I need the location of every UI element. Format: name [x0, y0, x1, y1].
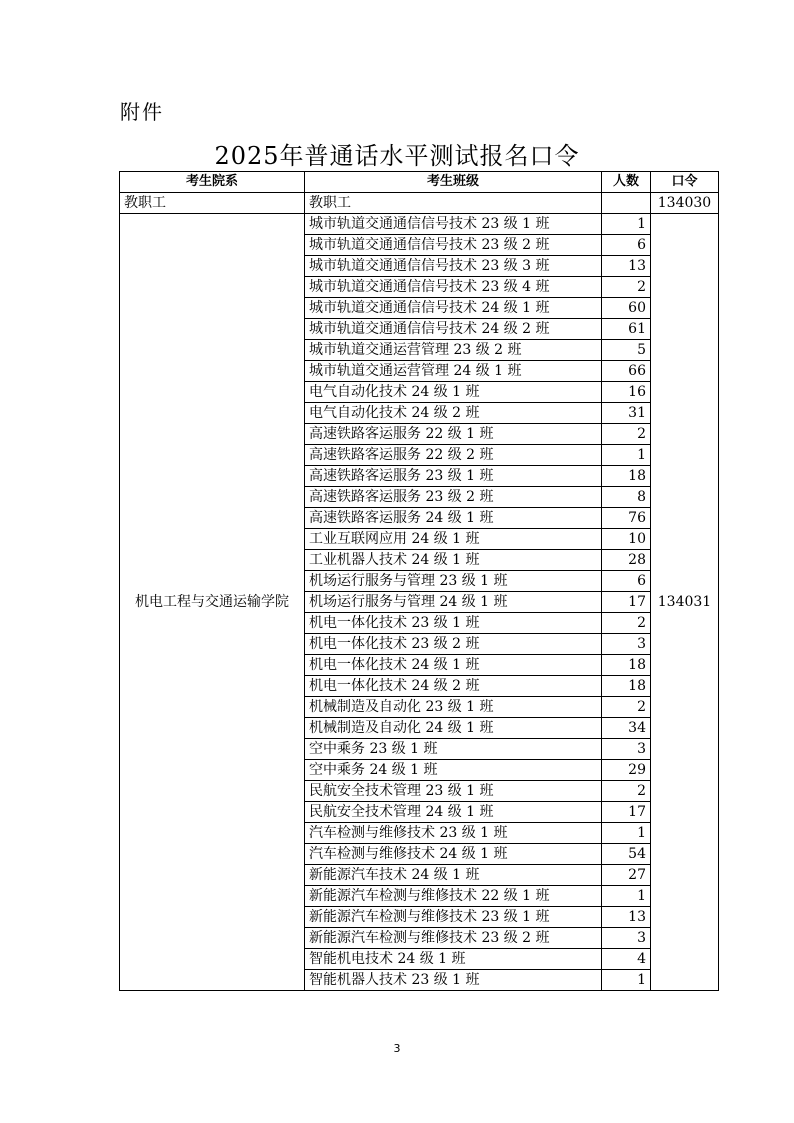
student-count: 27 [602, 865, 651, 886]
student-count: 3 [602, 928, 651, 949]
table-row [120, 214, 719, 235]
class-name: 机电一体化技术 24 级 2 班 [305, 676, 602, 697]
table-header-row [120, 172, 719, 193]
class-name: 工业机器人技术 24 级 1 班 [305, 550, 602, 571]
class-name: 工业互联网应用 24 级 1 班 [305, 529, 602, 550]
student-count: 13 [602, 256, 651, 277]
student-count: 18 [602, 655, 651, 676]
header-code: 口令 [651, 172, 719, 193]
class-name: 城市轨道交通运营管理 24 级 1 班 [305, 361, 602, 382]
class-name: 高速铁路客运服务 22 级 1 班 [305, 424, 602, 445]
class-name: 城市轨道交通运营管理 23 级 2 班 [305, 340, 602, 361]
student-count: 18 [602, 466, 651, 487]
student-count: 3 [602, 739, 651, 760]
class-name: 电气自动化技术 24 级 2 班 [305, 403, 602, 424]
class-name: 城市轨道交通通信信号技术 24 级 2 班 [305, 319, 602, 340]
class-name: 民航安全技术管理 24 级 1 班 [305, 802, 602, 823]
class-name: 空中乘务 24 级 1 班 [305, 760, 602, 781]
class-name: 电气自动化技术 24 级 1 班 [305, 382, 602, 403]
student-count: 28 [602, 550, 651, 571]
class-name: 机场运行服务与管理 24 级 1 班 [305, 592, 602, 613]
student-count: 1 [602, 823, 651, 844]
student-count: 6 [602, 571, 651, 592]
class-name: 高速铁路客运服务 23 级 2 班 [305, 487, 602, 508]
header-count: 人数 [602, 172, 651, 193]
student-count: 1 [602, 970, 651, 991]
group-code: 134031 [651, 214, 719, 991]
student-count: 17 [602, 592, 651, 613]
student-count: 60 [602, 298, 651, 319]
class-name: 机电一体化技术 23 级 1 班 [305, 613, 602, 634]
student-count: 1 [602, 886, 651, 907]
student-count: 2 [602, 424, 651, 445]
staff-class: 教职工 [305, 193, 602, 214]
class-name: 机电一体化技术 24 级 1 班 [305, 655, 602, 676]
student-count: 1 [602, 445, 651, 466]
student-count: 17 [602, 802, 651, 823]
class-name: 城市轨道交通通信信号技术 24 级 1 班 [305, 298, 602, 319]
student-count: 13 [602, 907, 651, 928]
class-name: 空中乘务 23 级 1 班 [305, 739, 602, 760]
class-name: 城市轨道交通通信信号技术 23 级 1 班 [305, 214, 602, 235]
class-name: 民航安全技术管理 23 级 1 班 [305, 781, 602, 802]
class-name: 城市轨道交通通信信号技术 23 级 4 班 [305, 277, 602, 298]
group-department: 机电工程与交通运输学院 [120, 214, 305, 991]
registration-table [119, 171, 719, 991]
student-count: 61 [602, 319, 651, 340]
page-title: 2025年普通话水平测试报名口令 [214, 142, 580, 170]
class-name: 高速铁路客运服务 24 级 1 班 [305, 508, 602, 529]
class-name: 机场运行服务与管理 23 级 1 班 [305, 571, 602, 592]
class-name: 城市轨道交通通信信号技术 23 级 2 班 [305, 235, 602, 256]
class-name: 城市轨道交通通信信号技术 23 级 3 班 [305, 256, 602, 277]
student-count: 76 [602, 508, 651, 529]
header-class: 考生班级 [305, 172, 602, 193]
student-count: 2 [602, 697, 651, 718]
student-count: 2 [602, 781, 651, 802]
table-body [120, 193, 719, 991]
class-name: 高速铁路客运服务 23 级 1 班 [305, 466, 602, 487]
staff-count [602, 193, 651, 214]
student-count: 10 [602, 529, 651, 550]
student-count: 29 [602, 760, 651, 781]
student-count: 54 [602, 844, 651, 865]
staff-code: 134030 [651, 193, 719, 214]
class-name: 汽车检测与维修技术 23 级 1 班 [305, 823, 602, 844]
staff-department: 教职工 [120, 193, 305, 214]
student-count: 18 [602, 676, 651, 697]
class-name: 机电一体化技术 23 级 2 班 [305, 634, 602, 655]
student-count: 2 [602, 277, 651, 298]
class-name: 智能机器人技术 23 级 1 班 [305, 970, 602, 991]
class-name: 机械制造及自动化 24 级 1 班 [305, 718, 602, 739]
class-name: 汽车检测与维修技术 24 级 1 班 [305, 844, 602, 865]
student-count: 31 [602, 403, 651, 424]
class-name: 新能源汽车检测与维修技术 23 级 1 班 [305, 907, 602, 928]
class-name: 新能源汽车检测与维修技术 22 级 1 班 [305, 886, 602, 907]
table-row-staff [120, 193, 719, 214]
student-count: 6 [602, 235, 651, 256]
student-count: 8 [602, 487, 651, 508]
student-count: 34 [602, 718, 651, 739]
student-count: 3 [602, 634, 651, 655]
class-name: 机械制造及自动化 23 级 1 班 [305, 697, 602, 718]
page-number: 3 [393, 1042, 401, 1055]
student-count: 1 [602, 214, 651, 235]
class-name: 新能源汽车检测与维修技术 23 级 2 班 [305, 928, 602, 949]
header-department: 考生院系 [120, 172, 305, 193]
attachment-label: 附件 [120, 100, 164, 124]
student-count: 2 [602, 613, 651, 634]
class-name: 高速铁路客运服务 22 级 2 班 [305, 445, 602, 466]
class-name: 新能源汽车技术 24 级 1 班 [305, 865, 602, 886]
class-name: 智能机电技术 24 级 1 班 [305, 949, 602, 970]
student-count: 66 [602, 361, 651, 382]
student-count: 4 [602, 949, 651, 970]
student-count: 5 [602, 340, 651, 361]
student-count: 16 [602, 382, 651, 403]
